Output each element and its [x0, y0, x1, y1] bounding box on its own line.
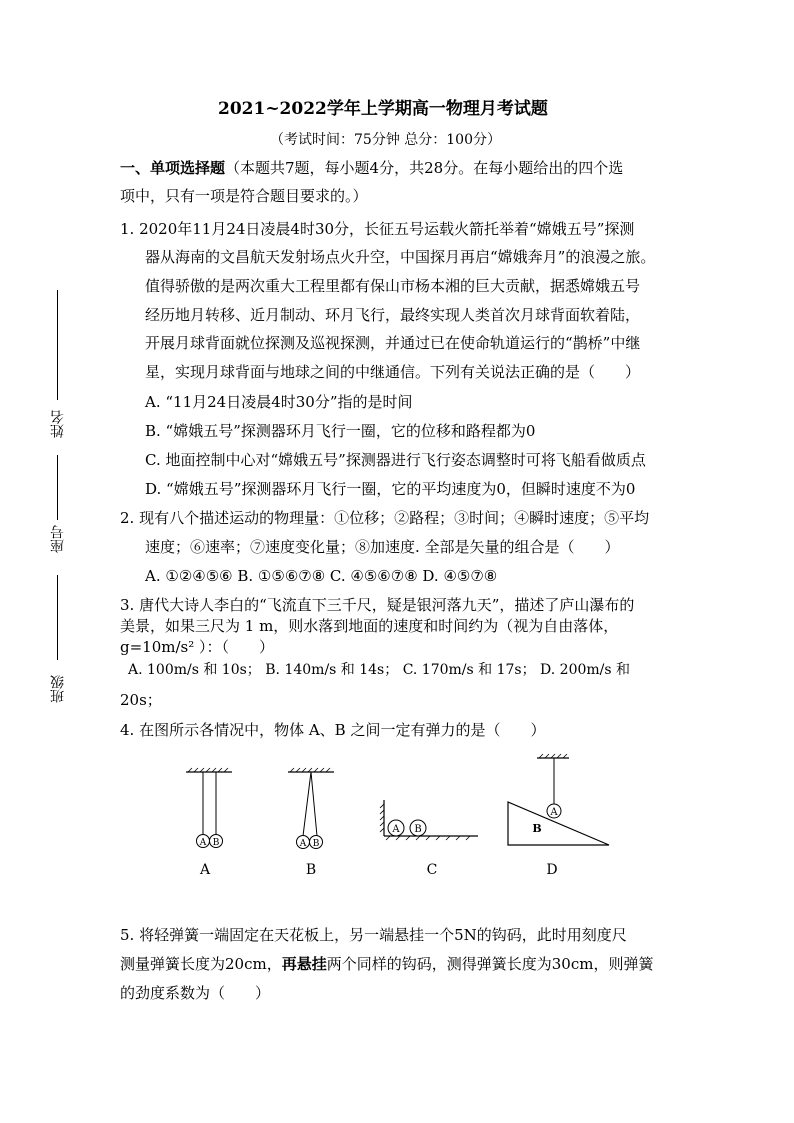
- q5-emphasis: 再悬挂: [281, 955, 327, 973]
- page-title: 2021~2022学年上学期高一物理月考试题: [218, 99, 548, 119]
- q3-line: g=10m/s² ）：（ ）: [120, 638, 275, 656]
- figure-a-label: A: [199, 862, 211, 878]
- q2-line: 速度；⑥速率；⑦速度变化量；⑧加速度. 全部是矢量的组合是（ ）: [145, 538, 620, 556]
- figure-a: [186, 768, 232, 878]
- ball-a-label: A: [299, 839, 307, 849]
- name-label: 姓名: [50, 410, 66, 438]
- section-intro: [120, 158, 623, 178]
- q5-line: 5. 将轻弹簧一端固定在天花板上，另一端悬挂一个5N的钩码，此时用刻度尺: [120, 926, 627, 944]
- figure-b-label: B: [305, 862, 317, 878]
- class-rule: [57, 575, 58, 660]
- q5-line: [120, 954, 653, 974]
- q1-option-b: B. “嫦娥五号”探测器环月飞行一圈，它的位移和路程都为0: [145, 422, 536, 440]
- q4-line: 4. 在图所示各情况中，物体 A、B 之间一定有弹力的是（ ）: [120, 721, 546, 739]
- q1-option-c: C. 地面控制中心对“嫦娥五号”探测器进行飞行姿态调整时可将飞船看做质点: [145, 451, 646, 469]
- ball-a-label: A: [550, 807, 558, 818]
- q5-text: 两个同样的钩码，测得弹簧长度为30cm，则弹簧: [326, 955, 654, 973]
- q1-line: 1. 2020年11月24日凌晨4时30分，长征五号运载火箭托举着“嫦娥五号”探测: [120, 220, 635, 238]
- block-b-label: B: [532, 822, 542, 835]
- figure-c: [380, 800, 478, 878]
- q2-options: A. ①②④⑤⑥ B. ①⑤⑥⑦⑧ C. ④⑤⑥⑦⑧ D. ④⑤⑦⑧: [145, 567, 498, 585]
- q1-line: 值得骄傲的是两次重大工程里都有保山市杨本湘的巨大贡献，据悉嫦娥五号: [145, 277, 641, 295]
- ball-a-label: A: [392, 824, 400, 835]
- figure-d: [508, 754, 609, 878]
- ball-b-label: B: [312, 839, 320, 849]
- name-rule: [57, 290, 58, 400]
- q1-line: 经历地月转移、近月制动、环月飞行，最终实现人类首次月球背面软着陆，: [145, 306, 641, 324]
- section-intro-text: （本题共7题，每小题4分，共28分。在每小题给出的四个选: [225, 159, 624, 177]
- q3-options-cont: 20s；: [120, 691, 162, 709]
- figure-c-label: C: [426, 862, 438, 878]
- figure-d-label: D: [546, 862, 558, 878]
- q3-options: A. 100m/s 和 10s； B. 140m/s 和 14s； C. 170m/s 和 17s； D. 200m/s 和: [128, 662, 631, 678]
- q1-option-d: D. “嫦娥五号”探测器环月飞行一圈，它的平均速度为0，但瞬时速度不为0: [145, 480, 636, 498]
- q1-line: 开展月球背面就位探测及巡视探测，并通过已在使命轨道运行的“鹊桥”中继: [145, 334, 641, 352]
- q2-line: 2. 现有八个描述运动的物理量：①位移；②路程；③时间；④瞬时速度；⑤平均: [120, 509, 650, 527]
- q1-option-a: A. “11月24日凌晨4时30分”指的是时间: [145, 393, 413, 411]
- seat-rule: [57, 455, 58, 520]
- ball-b-label: B: [212, 838, 220, 848]
- q4-figure: [0, 750, 794, 910]
- class-label: 班级: [50, 675, 66, 703]
- section-heading: 一、单项选择题: [120, 159, 226, 177]
- q3-line: 3. 唐代大诗人李白的“飞流直下三千尺，疑是银河落九天”，描述了庐山瀑布的: [120, 596, 635, 614]
- q3-line: 美景，如果三尺为 1 m，则水落到地面的速度和时间约为（视为自由落体，: [120, 617, 619, 635]
- q1-line: 星，实现月球背面与地球之间的中继通信。下列有关说法正确的是（ ）: [145, 363, 641, 381]
- seat-label: 座号: [50, 525, 66, 553]
- ball-b-label: B: [414, 824, 422, 835]
- q1-line: 器从海南的文昌航天发射场点火升空，中国探月再启“嫦娥奔月”的浪漫之旅。: [145, 248, 656, 266]
- q5-line: 的劲度系数为（ ）: [120, 984, 271, 1002]
- section-intro-line2: 项中，只有一项是符合题目要求的。）: [120, 187, 368, 205]
- q5-text: 测量弹簧长度为20cm，: [120, 955, 282, 973]
- figure-b: [288, 768, 334, 878]
- exam-info: （考试时间：75分钟 总分：100分）: [270, 132, 501, 148]
- ball-a-label: A: [199, 838, 207, 848]
